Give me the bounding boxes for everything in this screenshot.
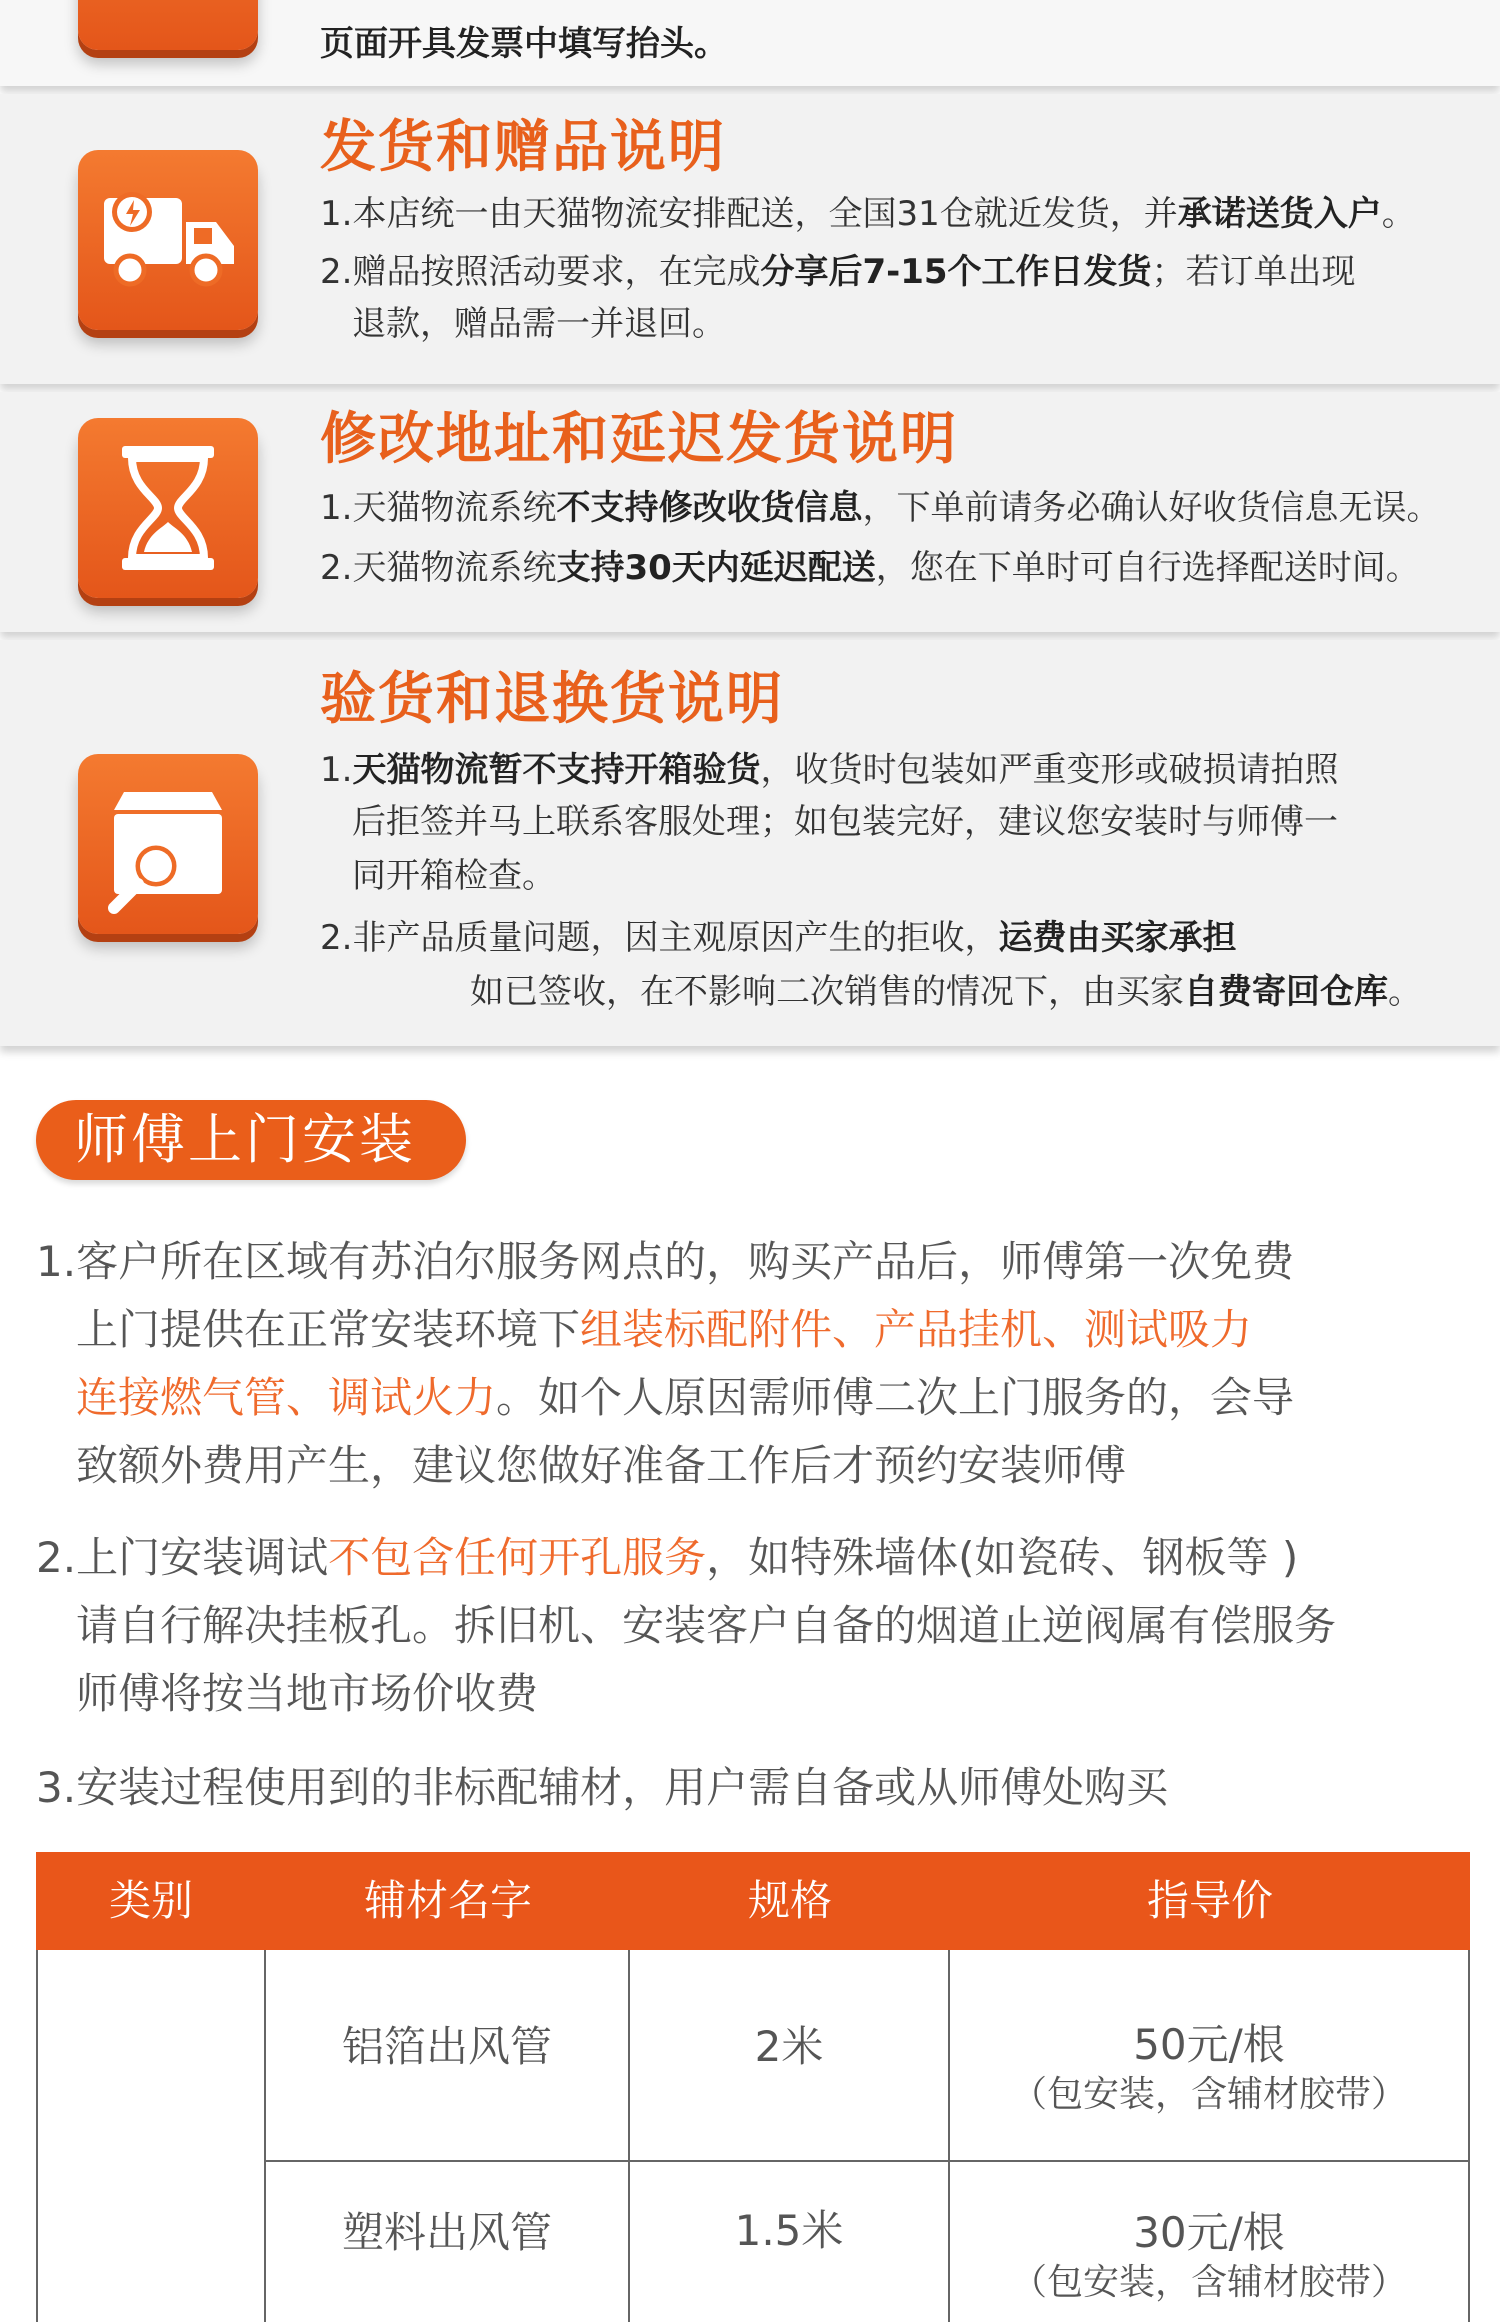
shipping-gifts-title: 发货和赠品说明 [320, 115, 726, 180]
install-p1-line1: 1.客户所在区域有苏泊尔服务网点的，购买产品后，师傅第一次免费 [36, 1237, 1295, 1286]
return-item-2: 2.非产品质量问题，因主观原因产生的拒收，运费由买家承担 [320, 918, 1237, 958]
address-item-1: 1.天猫物流系统不支持修改收货信息，下单前请务必确认好收货信息无误。 [320, 488, 1441, 528]
gift-item-2: 2.赠品按照活动要求，在完成分享后7-15个工作日发货；若订单出现 [320, 252, 1356, 292]
inspection-item-1-cont-2: 同开箱检查。 [352, 856, 556, 896]
address-delay-title: 修改地址和延迟发货说明 [320, 407, 958, 472]
col-divider [628, 1950, 630, 2322]
install-p2-line1: 2.上门安装调试不包含任何开孔服务，如特殊墙体(如瓷砖、钢板等 ) [36, 1533, 1299, 1582]
table-cell-name: 塑料出风管 [341, 2208, 552, 2257]
table-cell-price-note: （包安装，含辅材胶带） [1010, 2074, 1407, 2115]
installation-badge-label: 师傅上门安装 [74, 1108, 416, 1171]
address-delay-section [0, 392, 1500, 632]
col-divider [264, 1950, 266, 2322]
return-item-2-cont: 如已签收，在不影响二次销售的情况下，由买家自费寄回仓库。 [470, 972, 1422, 1012]
shipping-item-1: 1.本店统一由天猫物流安排配送，全国31仓就近发货，并承诺送货入户。 [320, 194, 1416, 234]
invoice-icon [78, 0, 258, 50]
row-divider [264, 2160, 1470, 2162]
hourglass-icon [78, 418, 258, 598]
table-cell-name: 铝箔出风管 [341, 2022, 552, 2071]
header-spec: 规格 [747, 1876, 832, 1925]
install-p1-line2: 上门提供在正常安装环境下组装标配附件、产品挂机、测试吸力 [76, 1305, 1253, 1354]
box-magnifier-icon [78, 754, 258, 934]
install-p1-line4: 致额外费用产生，建议您做好准备工作后才预约安装师傅 [76, 1441, 1127, 1490]
invoice-note: 页面开具发票中填写抬头。 [320, 24, 728, 64]
table-cell-price: 30元/根 [1133, 2208, 1285, 2257]
invoice-section [0, 0, 1500, 86]
install-p2-line2: 请自行解决挂板孔。拆旧机、安装客户自备的烟道止逆阀属有偿服务 [76, 1601, 1337, 1650]
table-cell-spec: 2米 [754, 2022, 824, 2071]
install-p3: 3.安装过程使用到的非标配辅材，用户需自备或从师傅处购买 [36, 1763, 1169, 1812]
materials-table-header [36, 1852, 1470, 1950]
gift-item-2-cont: 退款，赠品需一并退回。 [352, 304, 726, 344]
header-material-name: 辅材名字 [363, 1876, 532, 1925]
inspection-item-1: 1.天猫物流暂不支持开箱验货，收货时包装如严重变形或破损请拍照 [320, 750, 1339, 790]
inspection-return-title: 验货和退换货说明 [320, 667, 784, 732]
inspection-item-1-cont-1: 后拒签并马上联系客服处理；如包装完好，建议您安装时与师傅一 [352, 802, 1338, 842]
table-cell-price: 50元/根 [1133, 2020, 1285, 2069]
installation-badge [36, 1100, 466, 1180]
table-cell-price-note: （包安装，含辅材胶带） [1010, 2262, 1407, 2303]
table-cell-spec: 1.5米 [734, 2206, 844, 2255]
shipping-gifts-section [0, 94, 1500, 384]
header-category: 类别 [108, 1876, 193, 1925]
header-price: 指导价 [1146, 1876, 1273, 1925]
inspection-return-section [0, 640, 1500, 1046]
install-p1-line3: 连接燃气管、调试火力。如个人原因需师傅二次上门服务的，会导 [76, 1373, 1295, 1422]
address-item-2: 2.天猫物流系统支持30天内延迟配送，您在下单时可自行选择配送时间。 [320, 548, 1420, 588]
install-p2-line3: 师傅将按当地市场价收费 [76, 1669, 539, 1718]
delivery-truck-icon [78, 150, 258, 330]
